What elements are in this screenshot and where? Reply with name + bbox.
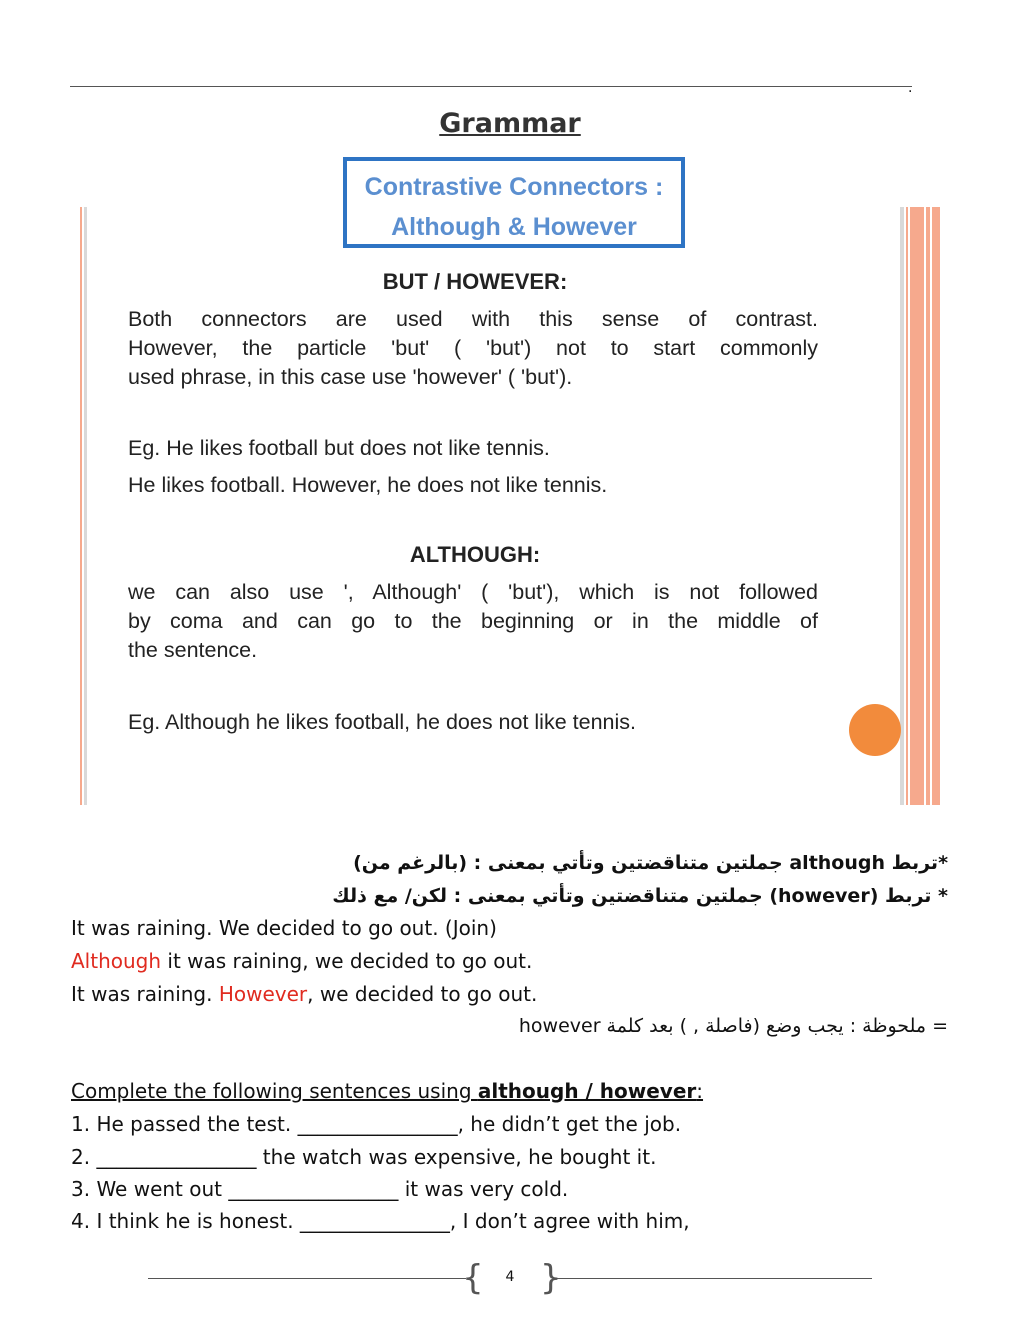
exercise-instruction (71, 1079, 703, 1103)
highlight-however: However (218, 982, 308, 1006)
instruction-text: Complete the following sentences using (71, 1079, 478, 1103)
orange-circle (849, 704, 901, 756)
slide-paragraph-1 (128, 305, 818, 392)
right-stripes (900, 207, 944, 805)
topic-line-2: Although & However (391, 213, 637, 241)
grammar-slide (80, 207, 944, 805)
exercise-item-4: 4. I think he is honest. _______________, I don’t agree with him, (71, 1209, 690, 1233)
footer-rule-right (554, 1278, 872, 1279)
slide-example-3: Eg. Although he likes football, he does not like tennis. (128, 710, 636, 734)
example-although (71, 949, 532, 973)
paragraph-line: used phrase, in this case use 'however' ( 'but'). (128, 365, 573, 389)
slide-heading-although: ALTHOUGH: (409, 542, 541, 567)
exercise-item-2: 2. ________________ the watch was expensive, he bought it. (71, 1145, 657, 1169)
paragraph-line: by coma and can go to the beginning or in the middle of (128, 609, 818, 633)
topic-box (343, 157, 685, 248)
slide-paragraph-2 (128, 578, 818, 665)
arabic-comma-note: = ملحوظة : يجب وضع (فاصلة , ) بعد كلمة however (518, 1015, 948, 1037)
example-text: , we decided to go out. (307, 982, 538, 1006)
example-text: it was raining, we decided to go out. (161, 949, 533, 973)
page-number: 4 (505, 1269, 515, 1285)
exercise-item-1: 1. He passed the test. ________________, he didn’t get the job. (71, 1112, 682, 1136)
paragraph-line: However, the particle 'but' ( 'but') not to start commonly (128, 336, 818, 360)
paragraph-line: Both connectors are used with this sense of contrast. (128, 307, 818, 331)
slide-heading-but-however: BUT / HOWEVER: (382, 269, 568, 294)
topic-line-1: Contrastive Connectors : (364, 173, 664, 201)
footer-rule-left (148, 1278, 466, 1279)
top-rule (70, 86, 912, 87)
top-dot: . (908, 80, 913, 96)
left-stripes (80, 207, 88, 805)
footer-left-brace: { (462, 1258, 484, 1298)
instruction-text: : (696, 1079, 704, 1103)
example-question: It was raining. We decided to go out. (Join) (71, 916, 497, 940)
page-title: Grammar (439, 108, 581, 139)
example-however (71, 982, 537, 1006)
exercise-item-3: 3. We went out _________________ it was very cold. (71, 1177, 569, 1201)
slide-example-1: Eg. He likes football but does not like tennis. (128, 436, 550, 460)
instruction-keywords: although / however (477, 1079, 697, 1103)
paragraph-line: we can also use ', Although' ( 'but'), which is not followed (128, 580, 818, 604)
example-text: It was raining. (71, 982, 219, 1006)
slide-example-2: He likes football. However, he does not like tennis. (128, 473, 608, 497)
footer-right-brace: } (540, 1258, 562, 1298)
arabic-note-however: * تربط (however) جملتين متناقضتين وتأتي بمعنى : لكن/ مع ذلك (332, 885, 948, 907)
paragraph-line: the sentence. (128, 638, 258, 662)
arabic-note-although: *تربط although جملتين متناقضتين وتأتي بمعنى : (بالرغم من) (353, 852, 948, 874)
highlight-although: Although (71, 949, 162, 973)
